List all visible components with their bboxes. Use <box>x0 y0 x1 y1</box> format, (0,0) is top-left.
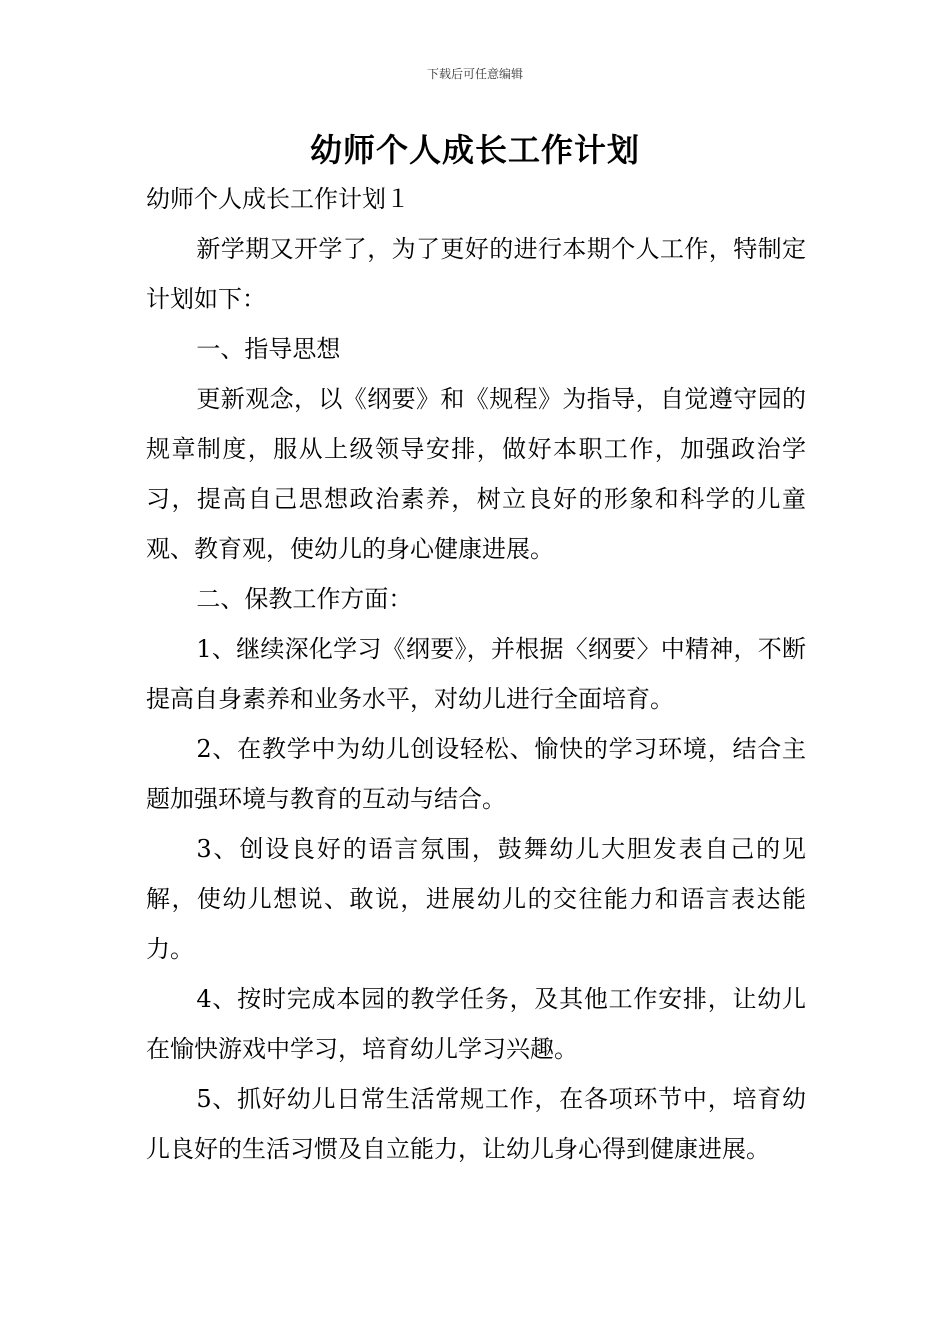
list-item: 3、创设良好的语言氛围，鼓舞幼儿大胆发表自己的见解，使幼儿想说、敢说，进展幼儿的交往能力和语言表达能力。 <box>146 835 806 963</box>
section-heading-care-education: 二、保教工作方面： <box>196 585 413 613</box>
document-subtitle: 幼师个人成长工作计划１ <box>146 185 410 213</box>
guiding-ideology-paragraph: 更新观念，以《纲要》和《规程》为指导，自觉遵守园的规章制度，服从上级领导安排，做好本职工作，加强政治学习，提高自己思想政治素养，树立良好的形象和科学的儿童观、教育观，使幼儿的身心健康进展。 <box>146 385 806 563</box>
document-title: 幼师个人成长工作计划 <box>309 131 640 169</box>
list-item: 5、抓好幼儿日常生活常规工作，在各项环节中，培育幼儿良好的生活习惯及自立能力，让幼儿身心得到健康进展。 <box>146 1085 806 1163</box>
list-item: 2、在教学中为幼儿创设轻松、愉快的学习环境，结合主题加强环境与教育的互动与结合。 <box>146 735 806 813</box>
section-heading-guiding-ideology: 一、指导思想 <box>196 335 341 363</box>
document-body <box>146 174 806 1174</box>
intro-paragraph: 新学期又开学了，为了更好的进行本期个人工作，特制定计划如下： <box>146 235 806 313</box>
header-note: 下载后可任意编辑 <box>426 67 523 81</box>
list-item: 4、按时完成本园的教学任务，及其他工作安排，让幼儿在愉快游戏中学习，培育幼儿学习兴趣。 <box>146 985 806 1063</box>
list-item: 1、继续深化学习《纲要》，并根据〈纲要〉中精神，不断提高自身素养和业务水平，对幼儿进行全面培育。 <box>146 635 806 713</box>
